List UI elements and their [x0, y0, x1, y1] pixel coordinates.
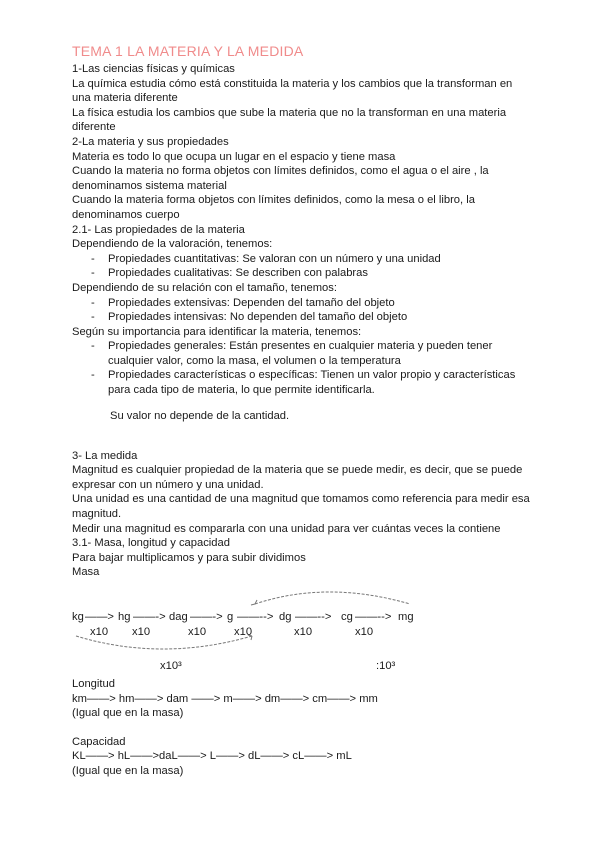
arrow: ——--> — [295, 610, 332, 623]
capacity-conversion: KL——> hL——>daL——> L——> dL——> cL——> mL — [72, 750, 352, 763]
mass-label: Masa — [72, 566, 100, 579]
unit-dg: dg — [279, 610, 292, 623]
list-item: - Propiedades generales: Están presentes en cualquier materia y pueden tener cualquier valor, como la masa, el volumen o la temperatura — [72, 339, 532, 368]
section-1-heading: 1-Las ciencias físicas y químicas — [72, 63, 235, 75]
magnitude-definition: Magnitud es cualquier propiedad de la materia que se puede medir, es decir, que se puede expresar con un número y una unidad. — [72, 464, 523, 491]
factor-label: x10 — [355, 625, 374, 638]
unit-dag: dag — [169, 610, 188, 623]
arrow: ——-> — [190, 610, 223, 623]
capacity-note: (Igual que en la masa) — [72, 764, 184, 777]
body-definition: Cuando la materia forma objetos con límites definidos, como la mesa o el libro, la denominamos cuerpo — [72, 194, 475, 221]
factor-label: x10 — [234, 625, 253, 638]
importance-intro: Según su importancia para identificar la materia, tenemos: — [72, 325, 362, 338]
arrow: ——> — [85, 610, 114, 623]
unit-hg: hg — [118, 610, 131, 623]
section-2-1-heading: 2.1- Las propiedades de la materia — [72, 223, 245, 236]
importance-list — [72, 339, 532, 397]
list-item: - Propiedades extensivas: Dependen del tamaño del objeto — [72, 296, 532, 311]
physics-definition: La física estudia los cambios que sube la materia que no la transforman en una materia diferente — [72, 106, 507, 134]
factor-label: x10 — [132, 625, 151, 638]
unit-cg: cg — [341, 610, 353, 623]
matter-definition: Materia es todo lo que ocupa un lugar en el espacio y tiene masa — [72, 150, 396, 163]
unit-kg: kg — [72, 610, 84, 623]
importance-continuation: Su valor no depende de la cantidad. — [110, 409, 290, 422]
conversion-rule: Para bajar multiplicamos y para subir dividimos — [72, 551, 306, 564]
size-list — [72, 296, 532, 325]
divide-factor: :10³ — [376, 659, 396, 672]
unit-definition: Una unidad es una cantidad de una magnitud que tomamos como referencia para medir esa magnitud. — [72, 493, 530, 520]
length-conversion: km——> hm——> dam ——> m——> dm——> cm——> mm — [72, 692, 378, 705]
list-item: - Propiedades características o específicas: Tienen un valor propio y características para cada tipo de materia, lo que permite identificarla. — [72, 368, 532, 397]
mass-conversion-diagram — [72, 582, 532, 677]
valuation-intro: Dependiendo de la valoración, tenemos: — [72, 238, 273, 251]
arrow: ——-> — [133, 610, 166, 623]
document-page — [72, 42, 532, 779]
length-note: (Igual que en la masa) — [72, 707, 184, 720]
unit-g: g — [227, 610, 234, 623]
section-3-1-heading: 3.1- Masa, longitud y capacidad — [72, 537, 230, 550]
length-label: Longitud — [72, 677, 115, 690]
list-item: - Propiedades intensivas: No dependen del tamaño del objeto — [72, 310, 532, 325]
measure-definition: Medir una magnitud es compararla con una unidad para ver cuántas veces la contiene — [72, 522, 501, 535]
multiply-factor: x10³ — [160, 659, 182, 672]
factor-label: x10 — [294, 625, 313, 638]
section-3-heading: 3- La medida — [72, 449, 138, 462]
divide-arc-arrowhead — [251, 600, 257, 605]
list-item: - Propiedades cuantitativas: Se valoran con un número y una unidad — [72, 252, 532, 267]
valuation-list — [72, 252, 532, 281]
factor-label: x10 — [188, 625, 207, 638]
size-intro: Dependiendo de su relación con el tamaño, tenemos: — [72, 281, 337, 294]
capacity-label: Capacidad — [72, 735, 126, 748]
arrow: ——--> — [355, 610, 392, 623]
page-title: TEMA 1 LA MATERIA Y LA MEDIDA — [72, 43, 304, 59]
factor-label: x10 — [90, 625, 109, 638]
chemistry-definition: La química estudia cómo está constituida la materia y los cambios que la transforman en una materia diferente — [72, 77, 513, 105]
divide-arc — [255, 592, 410, 604]
material-system-definition: Cuando la materia no forma objetos con límites definidos, como el agua o el aire , la denominamos sistema material — [72, 165, 489, 192]
section-2-heading: 2-La materia y sus propiedades — [72, 135, 229, 148]
arrow: ——--> — [237, 610, 274, 623]
unit-mg: mg — [398, 610, 414, 623]
list-item: - Propiedades cualitativas: Se describen con palabras — [72, 266, 532, 281]
